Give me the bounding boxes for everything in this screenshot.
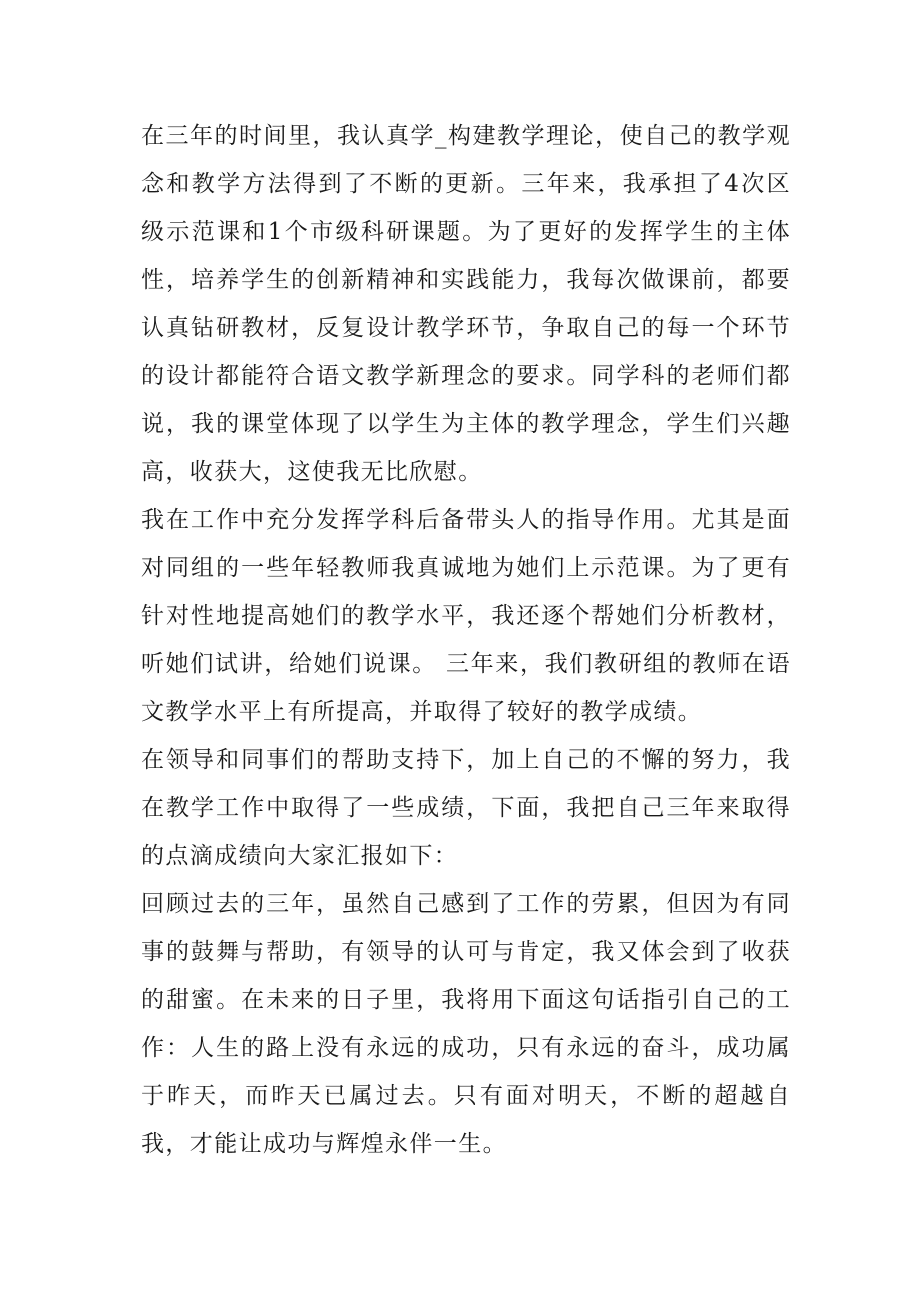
paragraph-1: 在三年的时间里，我认真学_构建教学理论，使自己的教学观念和教学方法得到了不断的更新。三年来，我承担了4次区级示范课和1个市级科研课题。为了更好的发挥学生的主体性，培养学生的创新精神和实践能力，我每次做课前，都要认真钻研教材，反复设计教学环节，争取自己的每一个环节的设计都能符合语文教学新理念的要求。同学科的老师们都说，我的课堂体现了以学生为主体的教学理念，学生们兴趣高，收获大，这使我无比欣慰。	[141, 123, 791, 485]
paragraph-3: 在领导和同事们的帮助支持下，加上自己的不懈的努力，我在教学工作中取得了一些成绩，下面，我把自己三年来取得的点滴成绩向大家汇报如下：	[141, 747, 791, 869]
paragraph-4: 回顾过去的三年，虽然自己感到了工作的劳累，但因为有同事的鼓舞与帮助，有领导的认可与肯定，我又体会到了收获的甜蜜。在未来的日子里，我将用下面这句话指引自己的工作：人生的路上没有永远的成功，只有永远的奋斗，成功属于昨天，而昨天已属过去。只有面对明天，不断的超越自我，才能让成功与辉煌永伴一生。	[141, 891, 791, 1157]
document-body	[141, 112, 791, 1168]
paragraph-2: 我在工作中充分发挥学科后备带头人的指导作用。尤其是面对同组的一些年轻教师我真诚地为她们上示范课。为了更有针对性地提高她们的教学水平，我还逐个帮她们分析教材，听她们试讲，给她们说课。 三年来，我们教研组的教师在语文教学水平上有所提高，并取得了较好的教学成绩。	[141, 507, 791, 725]
